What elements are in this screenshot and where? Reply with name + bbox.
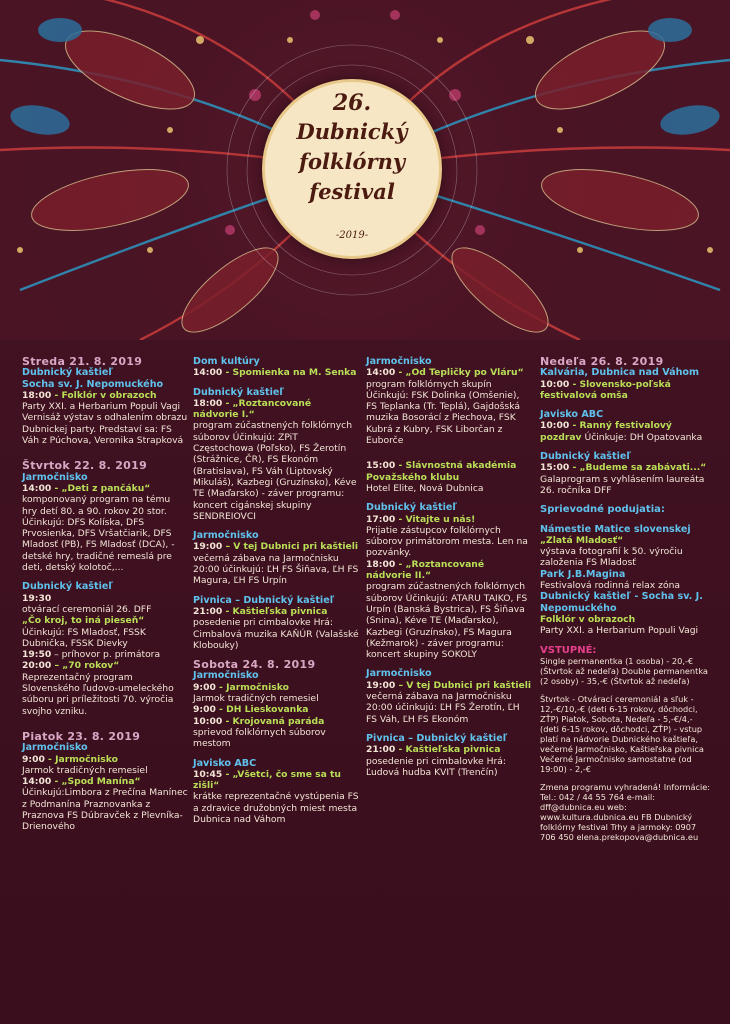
festival-title-line1: Dubnický (296, 119, 408, 144)
event-time-value: 19:30 (22, 592, 52, 604)
event (22, 649, 188, 660)
event-title: Folklór v obrazoch (540, 613, 636, 625)
event-desc: komponovaný program na tému hry detí 80. a 90. rokov 20 stor. (22, 494, 171, 517)
event-note: Reprezentačný program Slovenského ľudovo-umeleckého súboru pri príležitosti 70. výročia svojho vzniku. (22, 671, 174, 717)
venue: Javisko ABC (193, 757, 257, 769)
event (22, 390, 188, 401)
event-title: – „70 rokov“ (51, 660, 120, 672)
event-time: 10:00 (193, 715, 223, 727)
venue: Jarmočnisko (193, 530, 259, 542)
event-time: 14:00 (22, 482, 52, 494)
event-title: - „Spod Manína“ (51, 776, 141, 788)
event-note: Účinkujú: DFS Kolíska, DFS Prvosienka, DFS Vršatčiarik, DFS Mladosť (PB), FS Mladosť (DCA), - detské hry, tradičné remeslá pre deti, detský kolotoč,... (22, 516, 175, 574)
festival-title-line3: festival (309, 179, 395, 204)
venue: Jarmočnisko (193, 670, 259, 682)
admission-text: Single permanentka (1 osoba) - 20,-€ (Štvrtok až nedeľa) Double permanentka (2 osoby) - 35,-€ (Štvrtok až nedeľa) (540, 655, 708, 686)
event-title: - Spomienka na M. Senka (222, 367, 357, 379)
event-title: – V tej Dubnici pri kaštieli (395, 679, 532, 691)
event (540, 420, 712, 443)
day-heading: Piatok 23. 8. 2019 (22, 729, 141, 743)
event-time: 20:00 (22, 660, 52, 672)
event (22, 483, 188, 494)
event-time: 15:00 (366, 460, 396, 472)
program-column-4 (540, 356, 712, 842)
event-time: 9:00 (193, 681, 216, 693)
venue: Kalvária, Dubnica nad Váhom (540, 367, 699, 379)
program-column-3 (366, 356, 532, 778)
event (366, 559, 532, 582)
event-time: 19:00 (193, 541, 223, 553)
venue: Dubnický kaštieľ (540, 451, 631, 463)
event-note: krátke reprezentačné vystúpenia FS a zdravice družobných miest mesta Dubnica nad Váhom (193, 791, 359, 825)
venue: Dubnický kaštieľ (22, 581, 113, 593)
event-title: - Vitajte u nás! (395, 513, 476, 525)
venue: Dubnický kaštieľ (22, 367, 113, 379)
program-column-1 (22, 356, 188, 833)
event-title: - „Od Tepličky po Vláru“ (395, 367, 524, 379)
event-desc: Hotel Elite, Nová Dubnica (366, 482, 484, 494)
event (193, 769, 359, 792)
contact-info: Zmena programu vyhradená! Informácie: Tel.: 042 / 44 55 764 e-mail: dff@dubnica.eu web: www.kultura.dubnica.eu FB Dubnický folklórny festival Trhy a jarmoky: 0907 706 450 elena.prekopova@dubnica.eu (540, 781, 711, 842)
event-note: posedenie pri cimbalovke Hrá: Cimbalová muzika KAŇÚR (Valašské Klobouky) (193, 617, 359, 651)
event-title: - Jarmočnisko (44, 753, 118, 765)
event-time: 19:00 (366, 679, 396, 691)
event-time: 10:45 (193, 768, 223, 780)
event-title: - „Všetci, čo sme sa tu zišli“ (193, 768, 341, 792)
event (193, 541, 359, 552)
event (193, 398, 359, 421)
event (366, 744, 532, 755)
event-time: 17:00 (366, 513, 396, 525)
event-note: program folklórnych skupín Účinkujú: FSK Dolinka (Omšenie), FS Teplanka (Tr. Teplá), Gajdošská muzika Bosorácí z Piechova, FSK Kubrá z Kubry, FSK Liborčan z Euborče (366, 378, 520, 447)
event-title: - „Deti z pančáku“ (51, 482, 151, 494)
event-title: - „Roztancované nádvorie II.“ (366, 558, 485, 582)
event (22, 660, 188, 671)
event-time: 14:00 (22, 776, 52, 788)
event-title: - Ranný festivalový pozdrav (540, 420, 672, 443)
event-time: 14:00 (193, 367, 223, 379)
event-title: - Slávnostná akadémia Považského klubu (366, 460, 517, 483)
day-heading: Štvrtok 22. 8. 2019 (22, 459, 148, 473)
venue: Park J.B.Magina (540, 568, 626, 580)
festival-title-line2: folklórny (298, 149, 406, 174)
venue: Javisko ABC (540, 409, 604, 421)
event-desc: otvárací ceremoniál 26. DFF (22, 603, 152, 615)
venue: Jarmočnisko (22, 742, 88, 754)
admission-text-2: Štvrtok - Otvárací ceremoniál a sľuk - 12,-€/10,-€ (deti 6-15 rokov, dôchodci, ZŤP) Piatok, Sobota, Nedeľa - 5,-€/4,- (deti 6-15 rokov, dôchodci, ZŤP) - vstup platí na nádvorie Dubnického kaštieľa, večerné Jarmočnisko, Kaštieľska pivnica Večerné Jarmočnisko samostatne (od 19:00) - 2,-€ (540, 693, 704, 774)
event-time: 15:00 (540, 462, 570, 474)
event-title: - Folklór v obrazoch (51, 389, 157, 401)
venue: Jarmočnisko (22, 471, 88, 483)
event-note: večerná zábava na Jarmočnisku 20:00 účinkujú: ĽH FS Šiňava, ĽH FS Magura, ĽH FS Urpín (193, 552, 359, 587)
event-title: - Slovensko-poľská festivalová omša (540, 378, 671, 401)
day-heading: Sobota 24. 8. 2019 (193, 658, 316, 672)
event-note: program zúčastnených folklórnych súborov Účinkujú: ZPiT Częstochowa (Poľsko), FS Žerotín (Strážnice, ČR), FS Ekonóm (Bratislava), FS Váh (Liptovský Mikuláš), Kazbegi (Gruzínsko), Kéve TE (Maďarsko) - záver programu: koncert cigánskej skupiny SENDREIOVCI (193, 420, 357, 522)
venue: Jarmočnisko (366, 668, 432, 680)
event-note: výstava fotografií k 50. výročiu založenia FS Mladosť (540, 546, 683, 569)
event-note: program zúčastnených folklórnych súborov Účinkujú: ATARU TAIKO, FS Urpín (Banská Bystrica), FS Šiňava (Snina), Kéve TE (Maďarsko), Kazbegi (Gruzínsko), FS Magura (Kežmarok) - záver programu: koncert skupiny SOKOLY (366, 581, 528, 661)
event (366, 680, 532, 691)
event-title: - Jarmočnisko (215, 681, 289, 693)
venue: Námestie Matice slovenskej (540, 523, 691, 535)
event (193, 367, 359, 378)
event-time: 18:00 (22, 389, 52, 401)
event (22, 776, 188, 787)
admission-heading: VSTUPNÉ: (540, 644, 597, 656)
festival-edition: 26. (332, 90, 372, 116)
event-note: večerná zábava na Jarmočnisku 20:00 účinkujú: ĽH FS Žerotín, ĽH FS Váh, ĽH FS Ekonóm (366, 691, 520, 725)
event-note: Účinkujú:Limbora z Prečína Manínec z Podmanína Praznovanka z Praznova FS Dúbravček z Plevníka-Drienového (22, 787, 188, 833)
venue: Dom kultúry (193, 356, 260, 367)
venue: Jarmočnisko (366, 356, 432, 367)
day-heading: Nedeľa 26. 8. 2019 (540, 355, 664, 368)
event-note: Vernisáž výstav s odhalením obrazu Dubnickej party. Predstaví sa: FS Váh z Púchova, Veronika Strapková (22, 412, 188, 447)
venue: Pivnica – Dubnický kaštieľ (193, 594, 335, 606)
venue: Socha sv. J. Nepomuckého (22, 378, 164, 390)
event-time: 18:00 (193, 397, 223, 409)
event-title: - Kaštieľska pivnica (222, 605, 328, 617)
event-note: Prijatie zástupcov folklórnych súborov primátorom mesta. Len na pozvánky. (366, 524, 528, 559)
festival-title-badge (265, 82, 439, 256)
event-note: Festivalová rodinná relax zóna (540, 580, 681, 592)
event-note: Galaprogram s vyhlásením laureáta 26. ročníka DFF (540, 473, 705, 496)
event-time: 18:00 (366, 558, 396, 570)
event-note: Party XXI. a Herbarium Populi Vagi (540, 625, 699, 637)
day-heading: Streda 21. 8. 2019 (22, 355, 143, 368)
event-title: - Kaštieľska pivnica (395, 744, 501, 756)
event-time: 21:00 (193, 605, 223, 617)
event-time: 10:00 (540, 378, 570, 390)
event-time: 19:50 (22, 649, 52, 661)
event-note: Účinkujú: FS Mladosť, FSSK Dubnička, FSSK Dievky (22, 626, 146, 649)
event-time: 14:00 (366, 367, 396, 379)
event-time: 21:00 (366, 744, 396, 756)
event-desc: Jarmok tradičných remesiel (193, 693, 319, 705)
event-time: 10:00 (540, 420, 570, 432)
event-title: - Krojovaná paráda (222, 715, 325, 727)
event (193, 606, 359, 617)
section-heading: Sprievodné podujatia: (540, 504, 665, 516)
event (540, 379, 712, 402)
event (366, 514, 532, 525)
event-time: 9:00 (22, 753, 45, 765)
event (193, 716, 359, 727)
festival-year: -2019- (335, 230, 369, 241)
event (193, 704, 359, 715)
event-title: - „Roztancované nádvorie I.“ (193, 397, 312, 421)
event-desc: sprievod folklórnych súborov mestom (193, 726, 326, 750)
venue: Dubnický kaštieľ (193, 386, 284, 398)
event-title: - DH Lieskovanka (215, 704, 309, 716)
event-time (22, 593, 188, 604)
event (193, 682, 359, 693)
event-title: - „Budeme sa zabávati...“ (569, 462, 707, 474)
venue: Dubnický kaštieľ - Socha sv. J. Nepomuckého (540, 591, 703, 614)
event-title: – V tej Dubnici pri kaštieli (222, 541, 359, 553)
event-desc: Jarmok tradičných remesiel (22, 764, 148, 776)
event (540, 462, 712, 473)
venue: Pivnica – Dubnický kaštieľ (366, 732, 508, 744)
event (366, 460, 532, 483)
event-desc: – príhovor p. primátora (51, 649, 161, 661)
event-time: 9:00 (193, 704, 216, 716)
venue: Dubnický kaštieľ (366, 502, 457, 514)
event-note: posedenie pri cimbalovke Hrá: Ľudová hudba KVIT (Trenčín) (366, 755, 507, 778)
event-title: „Čo kroj, to iná pieseň“ (22, 615, 145, 627)
event-desc: Party XXI. a Herbarium Populi Vagi (22, 401, 181, 413)
event (366, 367, 532, 378)
program-column-2 (193, 356, 359, 825)
event (22, 754, 188, 765)
event-note: Účinkuje: DH Opatovanka (581, 431, 703, 443)
event-title: „Zlatá Mladosť“ (540, 534, 624, 546)
